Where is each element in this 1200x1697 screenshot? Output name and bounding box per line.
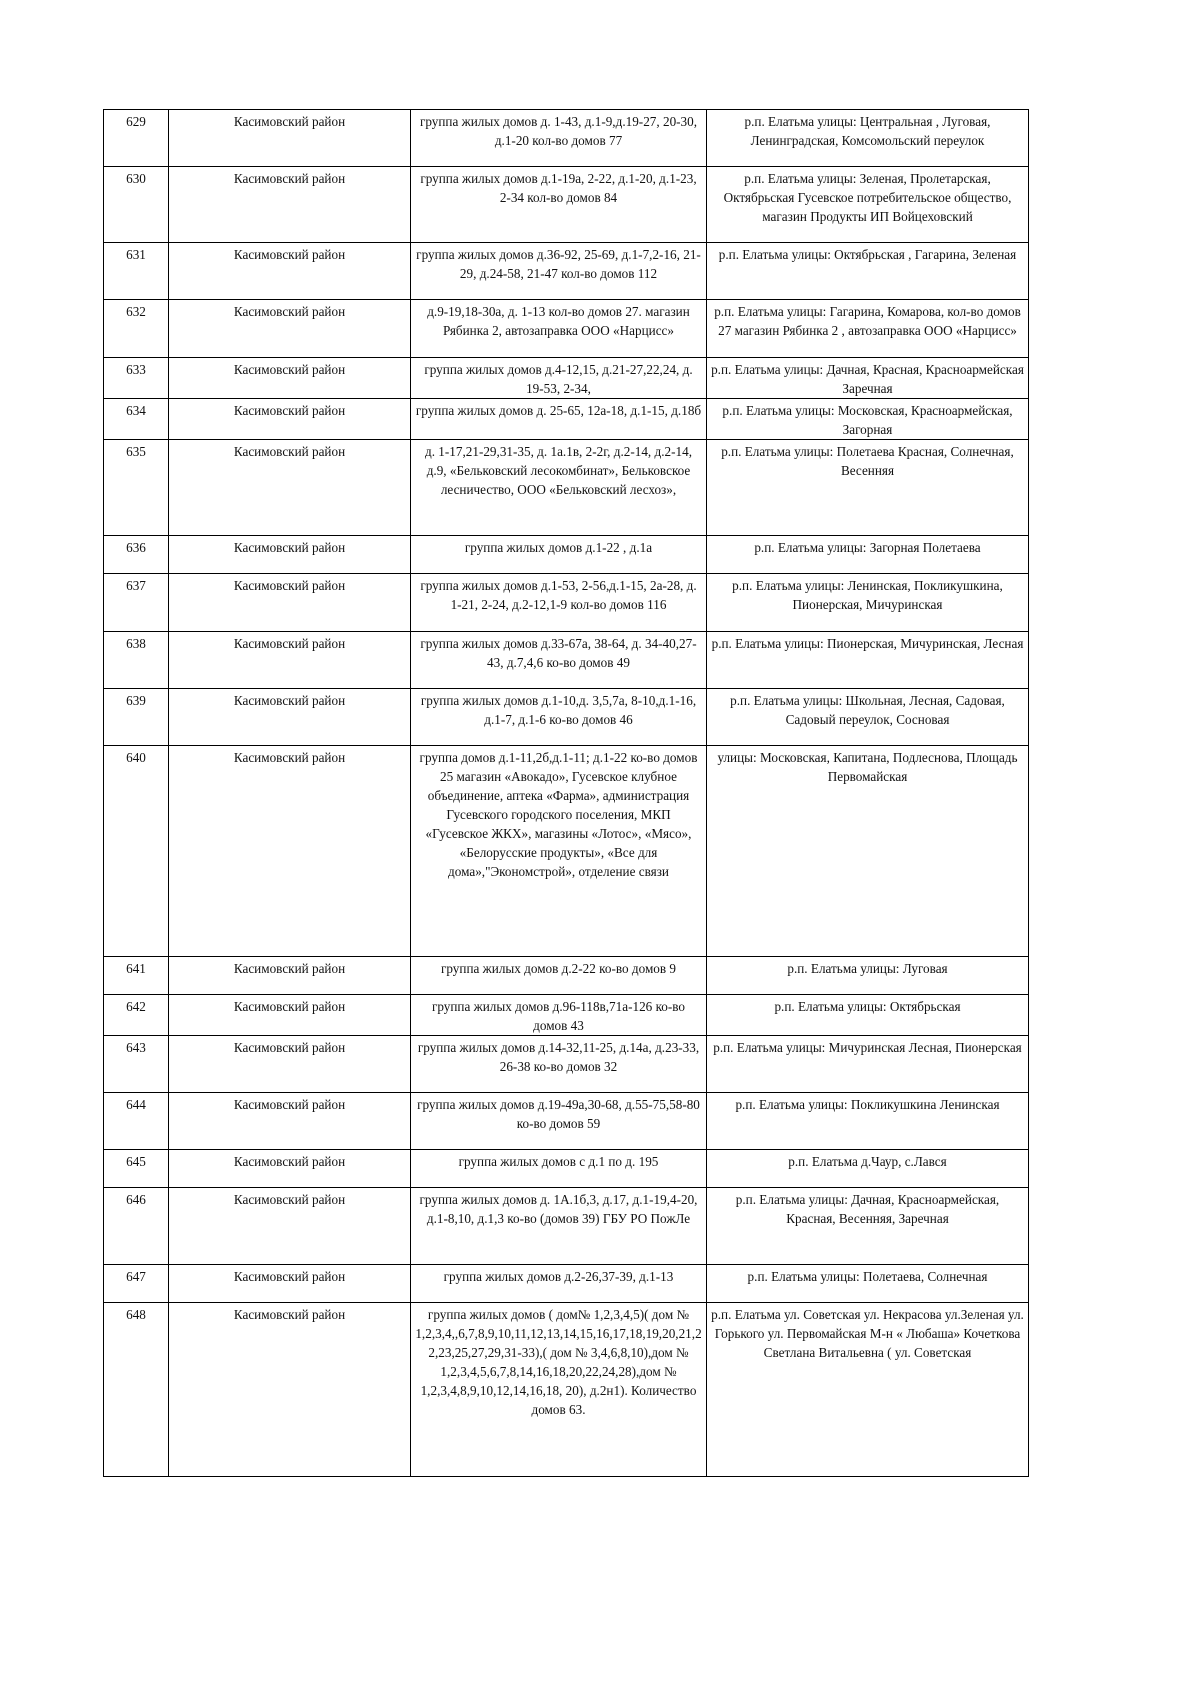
houses-cell: группа жилых домов д.36-92, 25-69, д.1-7,2-16, 21-29, д.24-58, 21-47 кол-во домов 112 bbox=[411, 243, 707, 300]
table-row bbox=[104, 957, 1029, 995]
table-row bbox=[104, 632, 1029, 689]
district-cell: Касимовский район bbox=[169, 1093, 411, 1150]
row-number: 630 bbox=[104, 167, 169, 243]
table-row bbox=[104, 1188, 1029, 1265]
table-row bbox=[104, 110, 1029, 167]
address-cell: р.п. Елатьма д.Чаур, с.Лався bbox=[707, 1150, 1029, 1188]
houses-cell: группа жилых домов д. 1А.1б,3, д.17, д.1-19,4-20, д.1-8,10, д.1,3 ко-во (домов 39) ГБУ РО ПожЛе bbox=[411, 1188, 707, 1265]
address-cell: р.п. Елатьма улицы: Центральная , Луговая, Ленинградская, Комсомольский переулок bbox=[707, 110, 1029, 167]
row-number: 636 bbox=[104, 536, 169, 574]
district-cell: Касимовский район bbox=[169, 1150, 411, 1188]
row-number: 631 bbox=[104, 243, 169, 300]
table-row bbox=[104, 536, 1029, 574]
address-cell: улицы: Московская, Капитана, Подлеснова, Площадь Первомайская bbox=[707, 746, 1029, 957]
houses-cell: группа домов д.1-11,2б,д.1-11; д.1-22 ко-во домов 25 магазин «Авокадо», Гусевское клубное объединение, аптека «Фарма», администрация Гусевского городского поселения, МКП «Гусевское ЖКХ», магазины «Лотос», «Мясо», «Белорусские продукты», «Все для дома»,"Экономстрой», отделение связи bbox=[411, 746, 707, 957]
houses-cell: группа жилых домов д.1-22 , д.1а bbox=[411, 536, 707, 574]
table-row bbox=[104, 1303, 1029, 1477]
address-cell: р.п. Елатьма улицы: Пионерская, Мичуринская, Лесная bbox=[707, 632, 1029, 689]
district-cell: Касимовский район bbox=[169, 689, 411, 746]
address-cell: р.п. Елатьма улицы: Полетаева Красная, Солнечная, Весенняя bbox=[707, 440, 1029, 536]
table-row bbox=[104, 243, 1029, 300]
row-number: 633 bbox=[104, 358, 169, 399]
houses-cell: группа жилых домов ( дом№ 1,2,3,4,5)( дом № 1,2,3,4,,6,7,8,9,10,11,12,13,14,15,16,17,18,19,20,21,22,23,25,27,29,31-33),( дом № 3,4,6,8,10),дом № 1,2,3,4,5,6,7,8,14,16,18,20,22,24,28),дом № 1,2,3,4,8,9,10,12,14,16,18, 20), д.2н1). Количество домов 63. bbox=[411, 1303, 707, 1477]
houses-cell: группа жилых домов д. 1-43, д.1-9,д.19-27, 20-30, д.1-20 кол-во домов 77 bbox=[411, 110, 707, 167]
houses-cell: д. 1-17,21-29,31-35, д. 1а.1в, 2-2г, д.2-14, д.2-14, д.9, «Бельковский лесокомбинат», Бельковское лесничество, ООО «Бельковский лесхоз», bbox=[411, 440, 707, 536]
houses-cell: д.9-19,18-30а, д. 1-13 кол-во домов 27. магазин Рябинка 2, автозаправка ООО «Нарцисс» bbox=[411, 300, 707, 358]
district-cell: Касимовский район bbox=[169, 957, 411, 995]
address-cell: р.п. Елатьма улицы: Зеленая, Пролетарская, Октябрьская Гусевское потребительское общество, магазин Продукты ИП Войцеховский bbox=[707, 167, 1029, 243]
table-row bbox=[104, 1036, 1029, 1093]
address-cell: р.п. Елатьма улицы: Полетаева, Солнечная bbox=[707, 1265, 1029, 1303]
houses-cell: группа жилых домов д. 25-65, 12а-18, д.1-15, д.18б bbox=[411, 399, 707, 440]
address-cell: р.п. Елатьма улицы: Московская, Красноармейская, Загорная bbox=[707, 399, 1029, 440]
row-number: 635 bbox=[104, 440, 169, 536]
houses-cell: группа жилых домов д.2-26,37-39, д.1-13 bbox=[411, 1265, 707, 1303]
row-number: 641 bbox=[104, 957, 169, 995]
houses-cell: группа жилых домов д.14-32,11-25, д.14а, д.23-33, 26-38 ко-во домов 32 bbox=[411, 1036, 707, 1093]
district-cell: Касимовский район bbox=[169, 1036, 411, 1093]
row-number: 643 bbox=[104, 1036, 169, 1093]
address-cell: р.п. Елатьма улицы: Школьная, Лесная, Садовая, Садовый переулок, Сосновая bbox=[707, 689, 1029, 746]
district-cell: Касимовский район bbox=[169, 110, 411, 167]
district-cell: Касимовский район bbox=[169, 399, 411, 440]
address-cell: р.п. Елатьма улицы: Луговая bbox=[707, 957, 1029, 995]
address-cell: р.п. Елатьма улицы: Покликушкина Ленинская bbox=[707, 1093, 1029, 1150]
row-number: 647 bbox=[104, 1265, 169, 1303]
houses-cell: группа жилых домов д.96-118в,71а-126 ко-во домов 43 bbox=[411, 995, 707, 1036]
table-row bbox=[104, 689, 1029, 746]
houses-cell: группа жилых домов д.1-10,д. 3,5,7а, 8-10,д.1-16, д.1-7, д.1-6 ко-во домов 46 bbox=[411, 689, 707, 746]
row-number: 640 bbox=[104, 746, 169, 957]
houses-cell: группа жилых домов д.19-49а,30-68, д.55-75,58-80 ко-во домов 59 bbox=[411, 1093, 707, 1150]
district-cell: Касимовский район bbox=[169, 1265, 411, 1303]
table-row bbox=[104, 440, 1029, 536]
address-cell: р.п. Елатьма улицы: Гагарина, Комарова, кол-во домов 27 магазин Рябинка 2 , автозаправка ООО «Нарцисс» bbox=[707, 300, 1029, 358]
table-body bbox=[104, 110, 1029, 1477]
table-row bbox=[104, 399, 1029, 440]
address-cell: р.п. Елатьма улицы: Ленинская, Покликушкина, Пионерская, Мичуринская bbox=[707, 574, 1029, 632]
district-cell: Касимовский район bbox=[169, 358, 411, 399]
row-number: 645 bbox=[104, 1150, 169, 1188]
address-cell: р.п. Елатьма улицы: Октябрьская , Гагарина, Зеленая bbox=[707, 243, 1029, 300]
row-number: 638 bbox=[104, 632, 169, 689]
table-row bbox=[104, 1265, 1029, 1303]
district-cell: Касимовский район bbox=[169, 167, 411, 243]
houses-cell: группа жилых домов с д.1 по д. 195 bbox=[411, 1150, 707, 1188]
table-row bbox=[104, 746, 1029, 957]
district-cell: Касимовский район bbox=[169, 1188, 411, 1265]
district-cell: Касимовский район bbox=[169, 995, 411, 1036]
address-cell: р.п. Елатьма улицы: Мичуринская Лесная, Пионерская bbox=[707, 1036, 1029, 1093]
district-cell: Касимовский район bbox=[169, 536, 411, 574]
row-number: 632 bbox=[104, 300, 169, 358]
district-cell: Касимовский район bbox=[169, 300, 411, 358]
address-cell: р.п. Елатьма улицы: Дачная, Красноармейская, Красная, Весенняя, Заречная bbox=[707, 1188, 1029, 1265]
table-row bbox=[104, 1093, 1029, 1150]
address-cell: р.п. Елатьма улицы: Октябрьская bbox=[707, 995, 1029, 1036]
row-number: 634 bbox=[104, 399, 169, 440]
houses-cell: группа жилых домов д.33-67а, 38-64, д. 34-40,27-43, д.7,4,6 ко-во домов 49 bbox=[411, 632, 707, 689]
table-row bbox=[104, 574, 1029, 632]
houses-cell: группа жилых домов д.2-22 ко-во домов 9 bbox=[411, 957, 707, 995]
row-number: 642 bbox=[104, 995, 169, 1036]
district-cell: Касимовский район bbox=[169, 1303, 411, 1477]
houses-cell: группа жилых домов д.1-19а, 2-22, д.1-20, д.1-23, 2-34 кол-во домов 84 bbox=[411, 167, 707, 243]
address-cell: р.п. Елатьма улицы: Дачная, Красная, Красноармейская Заречная bbox=[707, 358, 1029, 399]
address-cell: р.п. Елатьма ул. Советская ул. Некрасова ул.Зеленая ул. Горького ул. Первомайская М-н « Любаша» Кочеткова Светлана Витальевна ( ул. Советская bbox=[707, 1303, 1029, 1477]
table-row bbox=[104, 167, 1029, 243]
houses-cell: группа жилых домов д.1-53, 2-56,д.1-15, 2а-28, д. 1-21, 2-24, д.2-12,1-9 кол-во домов 116 bbox=[411, 574, 707, 632]
row-number: 648 bbox=[104, 1303, 169, 1477]
row-number: 644 bbox=[104, 1093, 169, 1150]
table-row bbox=[104, 1150, 1029, 1188]
table-row bbox=[104, 358, 1029, 399]
district-cell: Касимовский район bbox=[169, 574, 411, 632]
settlements-table bbox=[103, 109, 1029, 1477]
district-cell: Касимовский район bbox=[169, 440, 411, 536]
row-number: 629 bbox=[104, 110, 169, 167]
table-row bbox=[104, 995, 1029, 1036]
row-number: 639 bbox=[104, 689, 169, 746]
row-number: 646 bbox=[104, 1188, 169, 1265]
houses-cell: группа жилых домов д.4-12,15, д.21-27,22,24, д. 19-53, 2-34, bbox=[411, 358, 707, 399]
row-number: 637 bbox=[104, 574, 169, 632]
district-cell: Касимовский район bbox=[169, 632, 411, 689]
district-cell: Касимовский район bbox=[169, 243, 411, 300]
address-cell: р.п. Елатьма улицы: Загорная Полетаева bbox=[707, 536, 1029, 574]
table-row bbox=[104, 300, 1029, 358]
district-cell: Касимовский район bbox=[169, 746, 411, 957]
